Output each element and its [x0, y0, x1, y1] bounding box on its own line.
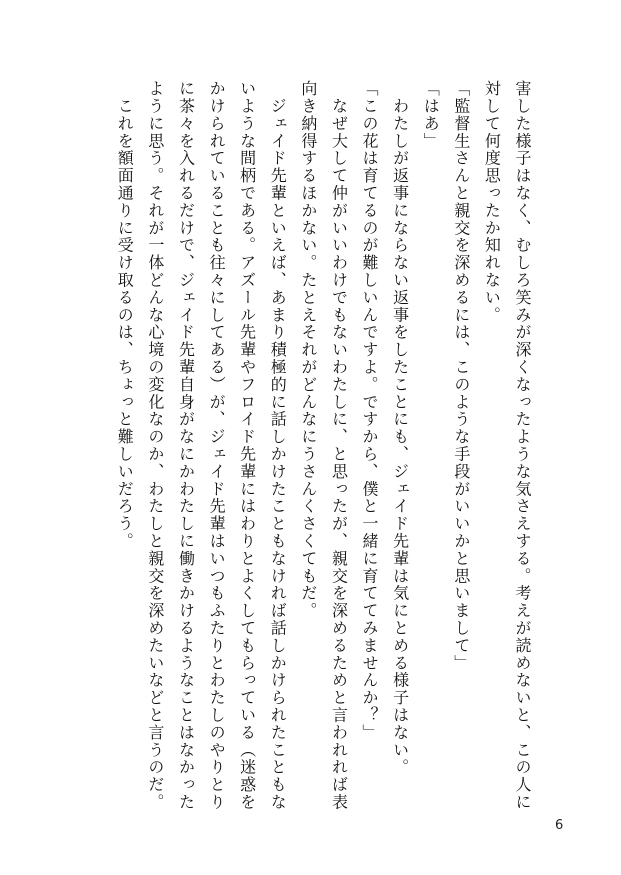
text-line-6: 「この花は育てるのが難しいんですよ。ですから、僕と一緒に育ててみませんか？」 — [360, 80, 380, 742]
text-line-7: なぜ大して仲がいいわけでもないわたしに、と思ったが、親交を深めるためと言われれば表 — [329, 80, 349, 811]
text-line-14: これを額面通りに受け取るのは、ちょっと難しいだろう。 — [115, 80, 135, 550]
body-text — [57, 80, 537, 820]
text-line-3: 「監督生さんと親交を深めるには、このような手段がいいかと思いまして」 — [451, 80, 471, 672]
page-number: 6 — [555, 818, 564, 833]
text-line-12: に茶々を入れるだけで、ジェイド先輩自身がなにかわたしに働きかけるようなことはなかった — [176, 80, 196, 811]
text-line-13: ように思う。それが一体どんな心境の変化なのか、わたしと親交を深めたいなどと言うのだ。 — [145, 80, 165, 811]
text-line-10: いような間柄である。アズール先輩やフロイド先輩にはわりとよくしてもらっている（迷惑を — [237, 80, 257, 811]
text-line-8: 向き納得するほかない。たとえそれがどんなにうさんくさくてもだ。 — [298, 80, 318, 620]
text-line-11: かけられていることも往々にしてある）が、ジェイド先輩はいつもふたりとわたしのやりとり — [207, 80, 227, 811]
text-line-5: わたしが返事にならない返事をしたことにも、ジェイド先輩は気にとめる様子はない。 — [390, 80, 410, 776]
text-line-2: 対して何度思ったか知れない。 — [482, 80, 502, 324]
text-line-1: 害した様子はなく、むしろ笑みが深くなったような気さえする。考えが読めないと、この人に — [513, 80, 532, 811]
text-line-4: 「はあ」 — [421, 80, 441, 150]
text-line-9: ジェイド先輩といえば、あまり積極的に話しかけたこともなければ話しかけられたこともな — [268, 80, 288, 811]
